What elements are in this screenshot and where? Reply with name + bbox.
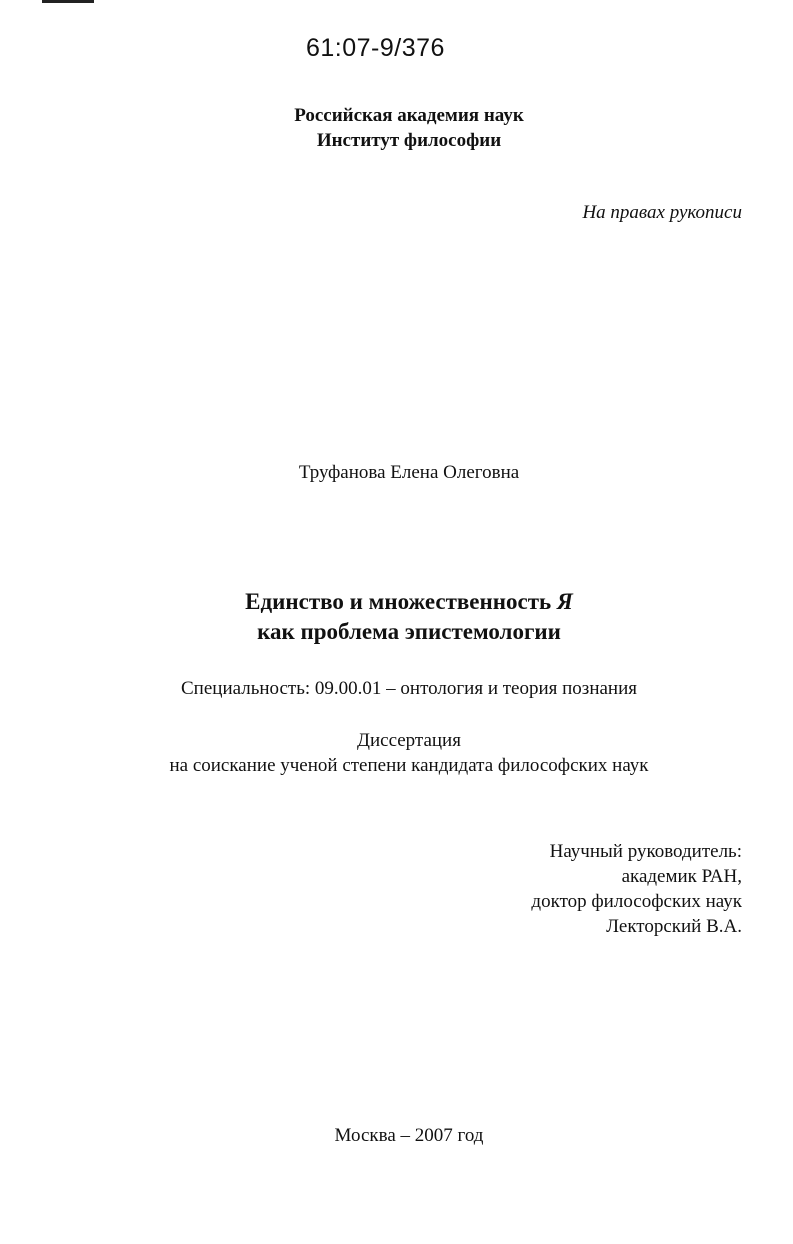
dissertation-label: Диссертация bbox=[357, 730, 461, 751]
catalog-code: 61:07-9/376 bbox=[306, 34, 445, 62]
scan-edge-mark bbox=[42, 0, 94, 3]
rights-note: На правах рукописи bbox=[582, 202, 742, 223]
degree-description: на соискание ученой степени кандидата философских наук bbox=[169, 755, 649, 776]
specialty: Специальность: 09.00.01 – онтология и теория познания bbox=[181, 678, 637, 699]
title-line-1 bbox=[0, 587, 793, 617]
institution-block bbox=[0, 103, 793, 153]
title-emphasis: Я bbox=[556, 589, 573, 614]
supervisor-heading: Научный руководитель: bbox=[549, 841, 742, 862]
institution-academy: Российская академия наук bbox=[294, 105, 524, 126]
institution-institute: Институт философии bbox=[316, 130, 502, 151]
dissertation-degree bbox=[0, 728, 793, 778]
supervisor-degree: доктор философских наук bbox=[531, 891, 742, 912]
supervisor-rank: академик РАН, bbox=[621, 866, 742, 887]
supervisor-name: Лекторский В.А. bbox=[606, 916, 742, 937]
title-line-2: как проблема эпистемологии bbox=[257, 619, 561, 644]
title-line-1-text: Единство и множественность bbox=[245, 589, 557, 614]
author-name: Труфанова Елена Олеговна bbox=[298, 462, 520, 483]
supervisor-block bbox=[531, 839, 742, 939]
dissertation-title bbox=[0, 587, 793, 647]
place-year: Москва – 2007 год bbox=[334, 1125, 484, 1146]
